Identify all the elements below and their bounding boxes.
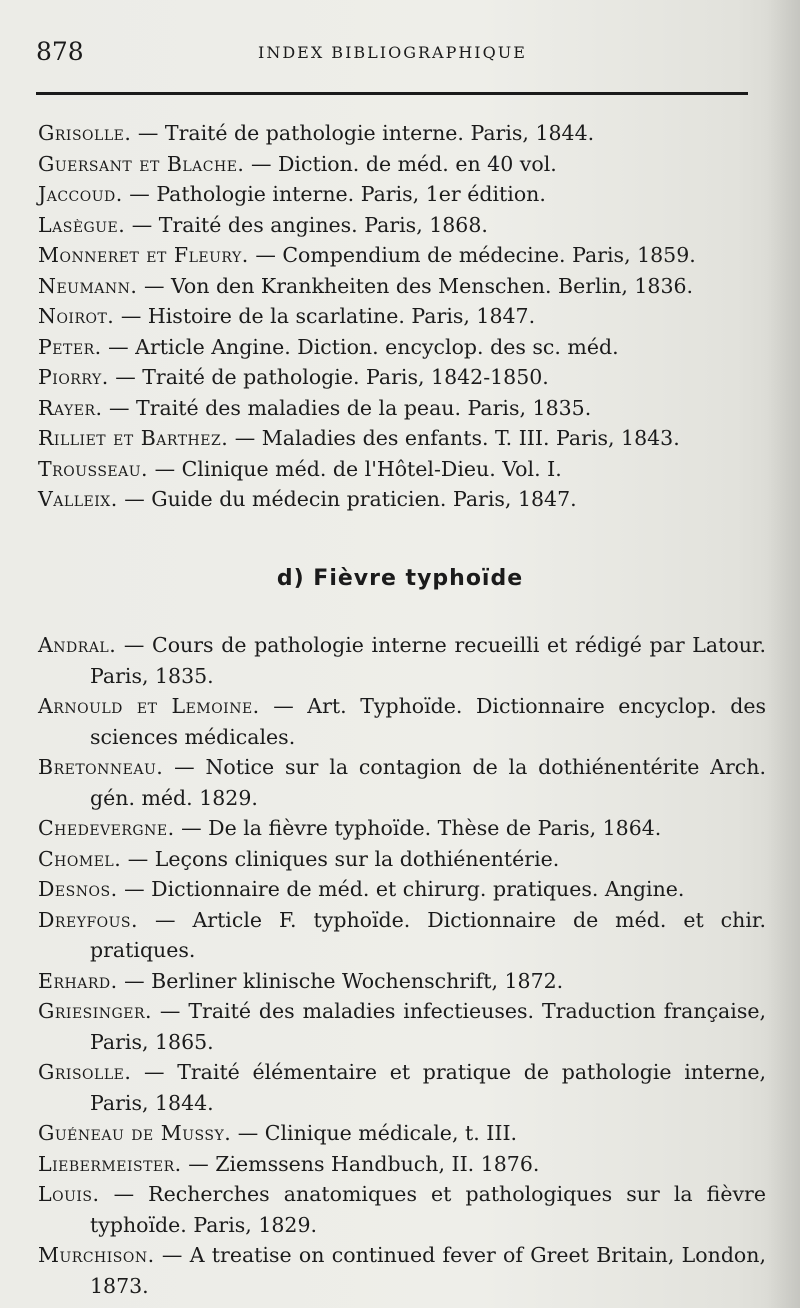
entry-text: — Traité de pathologie. Paris, 1842-1850. [108,365,549,389]
entry-author: Dreyfous. [38,907,139,932]
entry-text: — Pathologie interne. Paris, 1er édition. [122,182,546,206]
entry-author: Erhard. [38,968,118,993]
bibliography-entry [38,813,766,844]
entry-text: — Histoire de la scarlatine. Paris, 1847. [114,304,536,328]
entry-text: — Traité de pathologie interne. Paris, 1844. [131,121,595,145]
bibliography-entry [38,1118,766,1149]
entry-author: Chomel. [38,846,122,871]
bibliography-entry [38,362,766,393]
entry-author: Griesinger. [38,999,152,1023]
entry-text: — Recherches anatomiques et pathologiques sur la fièvre typhoïde. Paris, 1829. [90,1182,766,1237]
entry-text: — Leçons cliniques sur la dothiénentérie. [121,846,560,871]
entry-text: — Maladies des enfants. T. III. Paris, 1843. [228,426,680,450]
entry-author: Louis. [38,1182,100,1206]
bibliography-entry [38,630,766,691]
bibliography-list-bottom [38,630,766,1301]
entry-text: — Traité élémentaire et pratique de pathologie interne, Paris, 1844. [90,1060,766,1115]
bibliography-entry [38,691,766,752]
entry-text: — Traité des angines. Paris, 1868. [125,212,488,237]
entry-text: — Notice sur la contagion de la dothiénentérite Arch. gén. méd. 1829. [90,755,766,810]
entry-text: — Cours de pathologie interne recueilli et rédigé par Latour. Paris, 1835. [90,633,766,688]
entry-text: — De la fièvre typhoïde. Thèse de Paris, 1864. [174,816,662,840]
page-header [36,34,756,70]
entry-text: — Art. Typhoïde. Dictionnaire encyclop. des sciences médicales. [90,694,766,749]
entry-author: Piorry. [38,365,109,389]
entry-author: Grisolle. [38,121,132,145]
entry-text: — Traité des maladies infectieuses. Traduction française, Paris, 1865. [90,999,766,1054]
entry-author: Desnos. [38,877,118,901]
entry-text: — Diction. de méd. en 40 vol. [244,151,557,176]
bibliography-entry [38,301,766,332]
entry-author: Murchison. [38,1243,155,1267]
bibliography-entry [38,1057,766,1118]
bibliography-entry [38,996,766,1057]
entry-text: — Guide du médecin praticien. Paris, 1847. [117,487,577,511]
entry-text: — Berliner klinische Wochenschrift, 1872. [117,968,564,993]
entry-text: — Article Angine. Diction. encyclop. des sc. méd. [101,334,619,359]
bibliography-list-top [38,118,766,515]
entry-text: — Article F. typhoïde. Dictionnaire de méd. et chir. pratiques. [90,907,766,962]
entry-author: Grisolle. [38,1060,132,1084]
entry-text: — Clinique médicale, t. III. [231,1121,518,1145]
bibliography-entry [38,149,766,180]
bibliography-entry [38,1149,766,1180]
entry-author: Trousseau. [38,456,149,481]
entry-author: Rayer. [38,395,103,420]
entry-text: — Ziemssens Handbuch, II. 1876. [181,1151,540,1176]
bibliography-entry [38,484,766,515]
entry-text: — Dictionnaire de méd. et chirurg. pratiques. Angine. [117,877,685,901]
entry-author: Peter. [38,334,102,359]
bibliography-entry [38,966,766,997]
entry-author: Andral. [38,633,117,657]
entry-author: Liebermeister. [38,1151,182,1176]
entry-author: Guéneau de Mussy. [38,1121,232,1145]
bibliography-entry [38,271,766,302]
entry-author: Lasègue. [38,212,126,237]
bibliography-entry [38,393,766,424]
entry-author: Guersant et Blache. [38,151,245,176]
entry-author: Neumann. [38,273,138,298]
entry-author: Chedevergne. [38,816,175,840]
entry-author: Rilliet et Barthez. [38,426,229,450]
entry-text: — Von den Krankheiten des Menschen. Berlin, 1836. [137,273,694,298]
bibliography-entry [38,423,766,454]
entry-text: — Traité des maladies de la peau. Paris, 1835. [102,395,592,420]
bibliography-entry [38,752,766,813]
bibliography-entry [38,454,766,485]
section-heading: d) Fièvre typhoïde [276,566,524,591]
page-number: 878 [36,37,84,66]
entry-text: — A treatise on continued fever of Greet Britain, London, 1873. [90,1243,766,1298]
page-gutter-shadow [766,0,800,1308]
bibliography-entry [38,210,766,241]
entry-author: Arnould et Lemoine. [38,694,260,718]
bibliography-entry [38,874,766,905]
entry-author: Monneret et Fleury. [38,243,249,267]
bibliography-entry [38,179,766,210]
bibliography-entry [38,1179,766,1240]
bibliography-entry [38,240,766,271]
entry-author: Bretonneau. [38,755,164,779]
entry-author: Valleix. [38,487,118,511]
running-title: INDEX BIBLIOGRAPHIQUE [258,43,527,62]
bibliography-entry [38,905,766,966]
bibliography-entry [38,844,766,875]
bibliography-entry [38,332,766,363]
entry-text: — Compendium de médecine. Paris, 1859. [248,243,696,267]
bibliography-entry [38,1240,766,1301]
entry-author: Noirot. [38,304,115,328]
entry-text: — Clinique méd. de l'Hôtel-Dieu. Vol. I. [148,456,562,481]
entry-author: Jaccoud. [38,182,123,206]
header-rule [36,92,748,95]
bibliography-entry [38,118,766,149]
